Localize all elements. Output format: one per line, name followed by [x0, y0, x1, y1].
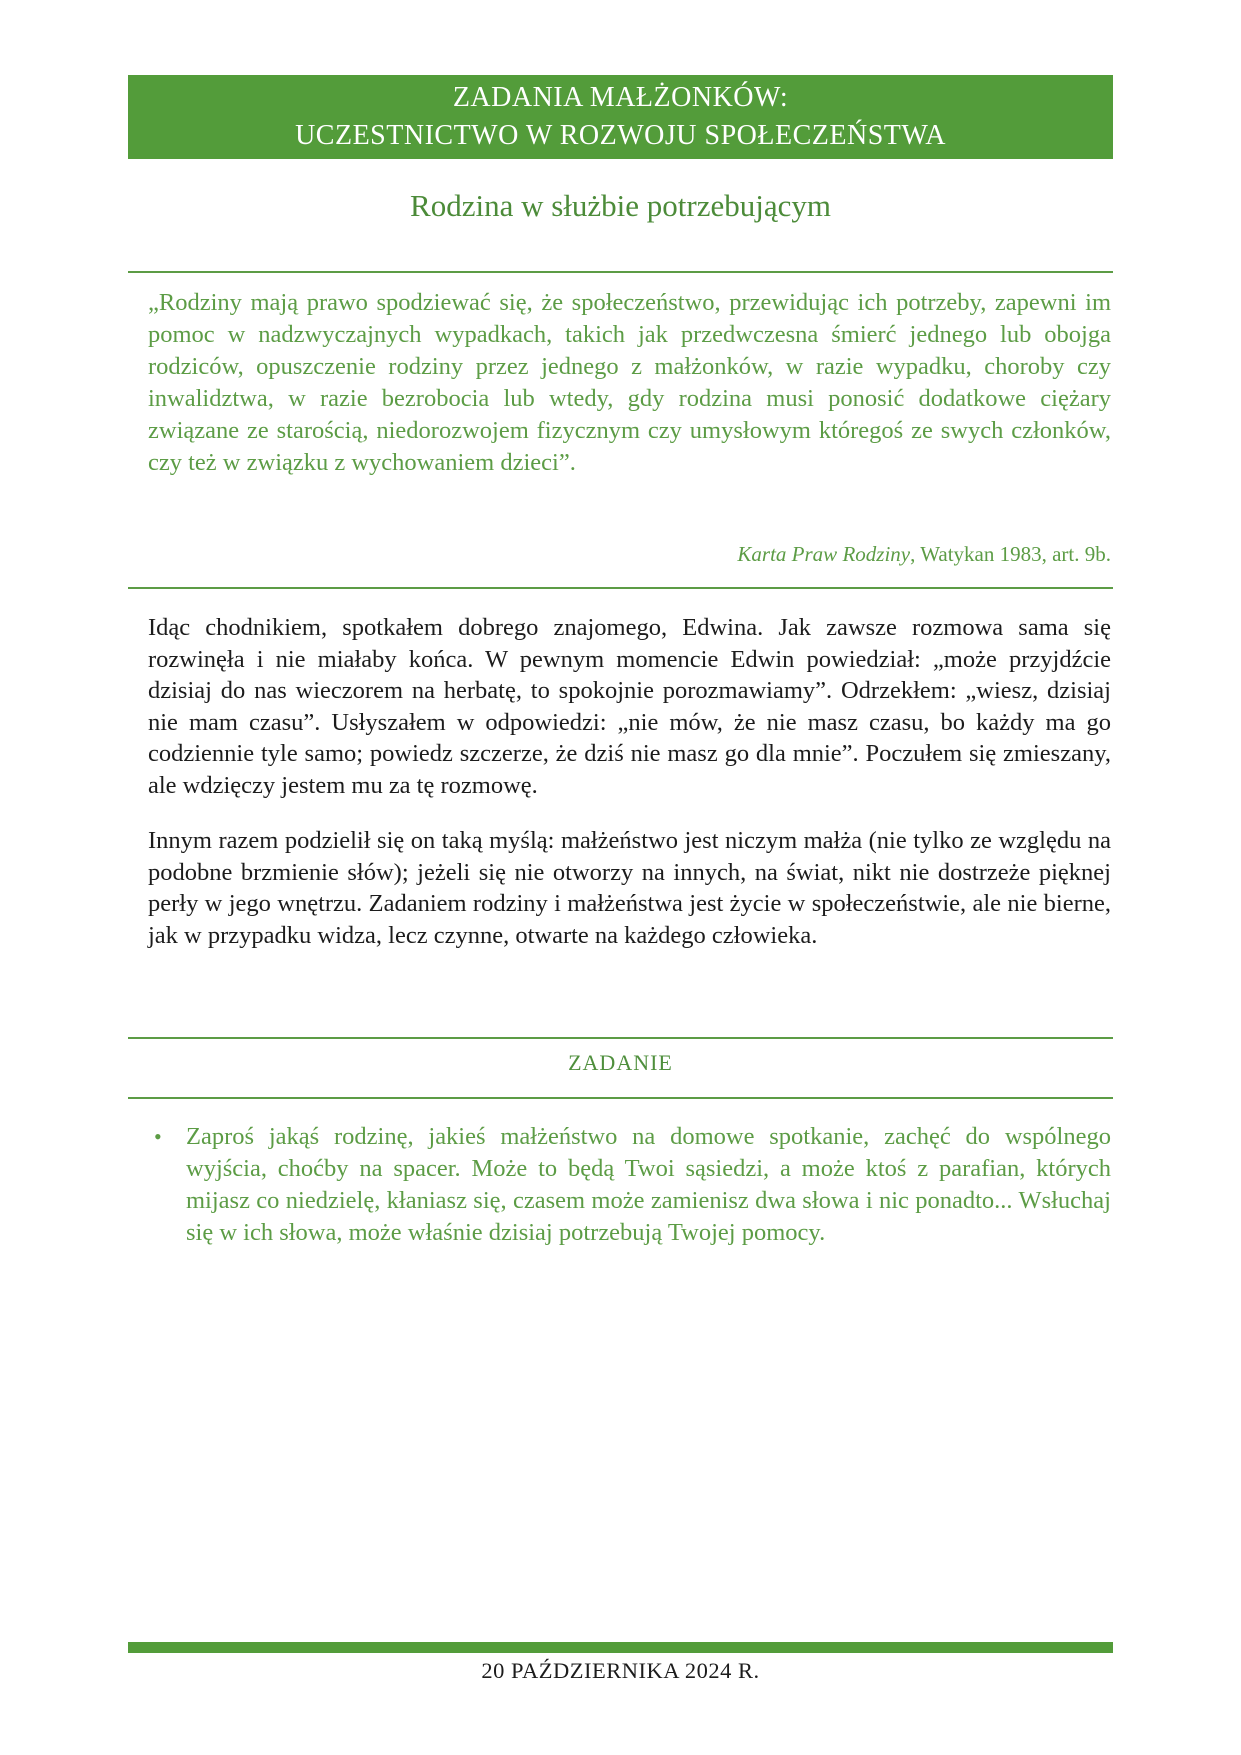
divider-below-attribution: [128, 587, 1113, 589]
footer-accent-bar: [128, 1642, 1113, 1653]
task-list-item: [148, 1121, 1111, 1249]
header-banner: [128, 75, 1113, 159]
task-text: Zaproś jakąś rodzinę, jakieś małżeństwo na domowe spotkanie, zachęć do wspólnego wyjścia, choćby na spacer. Może to będą Twoi sąsiedzi, a może ktoś z parafian, których mijasz co niedzielę, kłaniasz się, czasem może zamienisz dwa słowa i nic ponadto... Wsłuchaj się w ich słowa, może właśnie dzisiaj potrzebują Twojej pomocy.: [186, 1123, 1111, 1246]
task-divider-bottom: [128, 1097, 1113, 1099]
header-banner-line2: UCZESTNICTWO W ROZWOJU SPOŁECZEŃSTWA: [295, 120, 946, 151]
quote-source-title: Karta Praw Rodziny: [737, 542, 911, 566]
footer-date: 20 PAŹDZIERNIKA 2024 R.: [481, 1658, 760, 1683]
body-text: [148, 612, 1111, 951]
bullet-icon: •: [154, 1124, 162, 1149]
header-banner-line1: ZADANIA MAŁŻONKÓW:: [452, 82, 789, 113]
page-title: Rodzina w służbie potrzebującym: [410, 188, 831, 223]
quote-attribution: [148, 541, 1111, 568]
body-paragraph-1: Idąc chodnikiem, spotkałem dobrego znajomego, Edwina. Jak zawsze rozmowa sama się rozwinęła i nie miałaby końca. W pewnym momencie Edwin powiedział: „może przyjdźcie dzisiaj do nas wieczorem na herbatę, to spokojnie porozmawiamy”. Odrzekłem: „wiesz, dzisiaj nie mam czasu”. Usłyszałem w odpowiedzi: „nie mów, że nie masz czasu, bo każdy ma go codziennie tyle samo; powiedz szczerze, że dziś nie masz go dla mnie”. Poczułem się zmieszany, ale wdzięczy jestem mu za tę rozmowę.: [148, 614, 1111, 799]
divider-above-quote: [128, 271, 1113, 273]
quote-source-detail: , Watykan 1983, art. 9b.: [910, 542, 1111, 566]
body-paragraph-2: Innym razem podzielił się on taką myślą: małżeństwo jest niczym małża (nie tylko ze względu na podobne brzmienie słów); jeżeli się nie otworzy na innych, na świat, nikt nie dostrzeże pięknej perły w jego wnętrzu. Zadaniem rodziny i małżeństwa jest życie w społeczeństwie, ale nie bierne, jak w przypadku widza, lecz czynne, otwarte na każdego człowieka.: [148, 827, 1111, 949]
task-divider-top: [128, 1037, 1113, 1039]
task-heading: ZADANIE: [568, 1050, 673, 1075]
quote-paragraph: „Rodziny mają prawo spodziewać się, że społeczeństwo, przewidując ich potrzeby, zapewni im pomoc w nadzwyczajnych wypadkach, takich jak przedwczesna śmierć jednego lub obojga rodziców, opuszczenie rodziny przez jednego z małżonków, w razie wypadku, choroby czy inwalidztwa, w razie bezrobocia lub wtedy, gdy rodzina musi ponosić dodatkowe ciężary związane ze starością, niedorozwojem fizycznym czy umysłowym któregoś ze swych członków, czy też w związku z wychowaniem dzieci”.: [148, 289, 1111, 476]
